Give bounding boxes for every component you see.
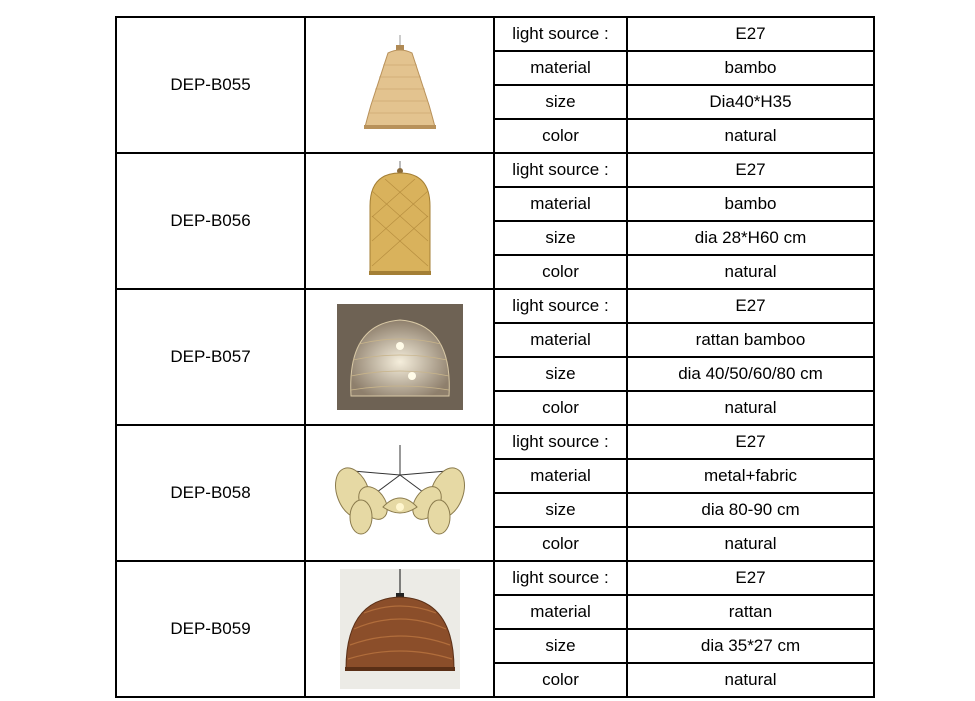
spec-value: natural <box>627 527 874 561</box>
spec-value: natural <box>627 391 874 425</box>
product-photo <box>305 425 494 561</box>
spec-value: natural <box>627 119 874 153</box>
spec-value: E27 <box>627 153 874 187</box>
spec-value: dia 80-90 cm <box>627 493 874 527</box>
spec-label: material <box>494 459 627 493</box>
table-row <box>116 17 874 51</box>
spec-label: material <box>494 323 627 357</box>
spec-value: E27 <box>627 289 874 323</box>
bamboo-tall-dome-pendant-image <box>360 161 440 281</box>
product-spec-table <box>115 16 875 698</box>
spec-value: natural <box>627 255 874 289</box>
model-cell: DEP-B057 <box>116 289 305 425</box>
bamboo-bell-pendant-image <box>355 35 445 135</box>
spec-value: bambo <box>627 51 874 85</box>
model-cell: DEP-B059 <box>116 561 305 697</box>
spec-label: size <box>494 85 627 119</box>
spec-value: E27 <box>627 425 874 459</box>
spec-label: light source : <box>494 561 627 595</box>
spec-value: dia 28*H60 cm <box>627 221 874 255</box>
spec-label: light source : <box>494 17 627 51</box>
spec-label: material <box>494 51 627 85</box>
spec-value: metal+fabric <box>627 459 874 493</box>
model-cell: DEP-B055 <box>116 17 305 153</box>
rattan-dome-pendant-image <box>340 569 460 689</box>
spec-label: light source : <box>494 425 627 459</box>
spec-label: size <box>494 629 627 663</box>
spec-label: material <box>494 595 627 629</box>
spec-value: dia 35*27 cm <box>627 629 874 663</box>
table-row <box>116 561 874 595</box>
spec-label: color <box>494 391 627 425</box>
product-photo <box>305 153 494 289</box>
spec-label: color <box>494 255 627 289</box>
spec-value: natural <box>627 663 874 697</box>
spec-label: size <box>494 221 627 255</box>
rattan-bamboo-dome-pendant-image <box>337 304 463 410</box>
spec-value: rattan <box>627 595 874 629</box>
model-cell: DEP-B058 <box>116 425 305 561</box>
spec-label: color <box>494 663 627 697</box>
spec-label: light source : <box>494 153 627 187</box>
spec-value: bambo <box>627 187 874 221</box>
spec-label: size <box>494 493 627 527</box>
spec-label: color <box>494 527 627 561</box>
spec-value: Dia40*H35 <box>627 85 874 119</box>
table-row <box>116 289 874 323</box>
product-photo <box>305 561 494 697</box>
spec-value: rattan bamboo <box>627 323 874 357</box>
spec-label: size <box>494 357 627 391</box>
model-cell: DEP-B056 <box>116 153 305 289</box>
spec-value: E27 <box>627 17 874 51</box>
product-photo <box>305 17 494 153</box>
spec-label: material <box>494 187 627 221</box>
product-photo <box>305 289 494 425</box>
metal-fabric-disc-chandelier-image <box>333 445 467 541</box>
spec-label: light source : <box>494 289 627 323</box>
table-row <box>116 425 874 459</box>
spec-label: color <box>494 119 627 153</box>
spec-value: E27 <box>627 561 874 595</box>
spec-value: dia 40/50/60/80 cm <box>627 357 874 391</box>
table-row <box>116 153 874 187</box>
